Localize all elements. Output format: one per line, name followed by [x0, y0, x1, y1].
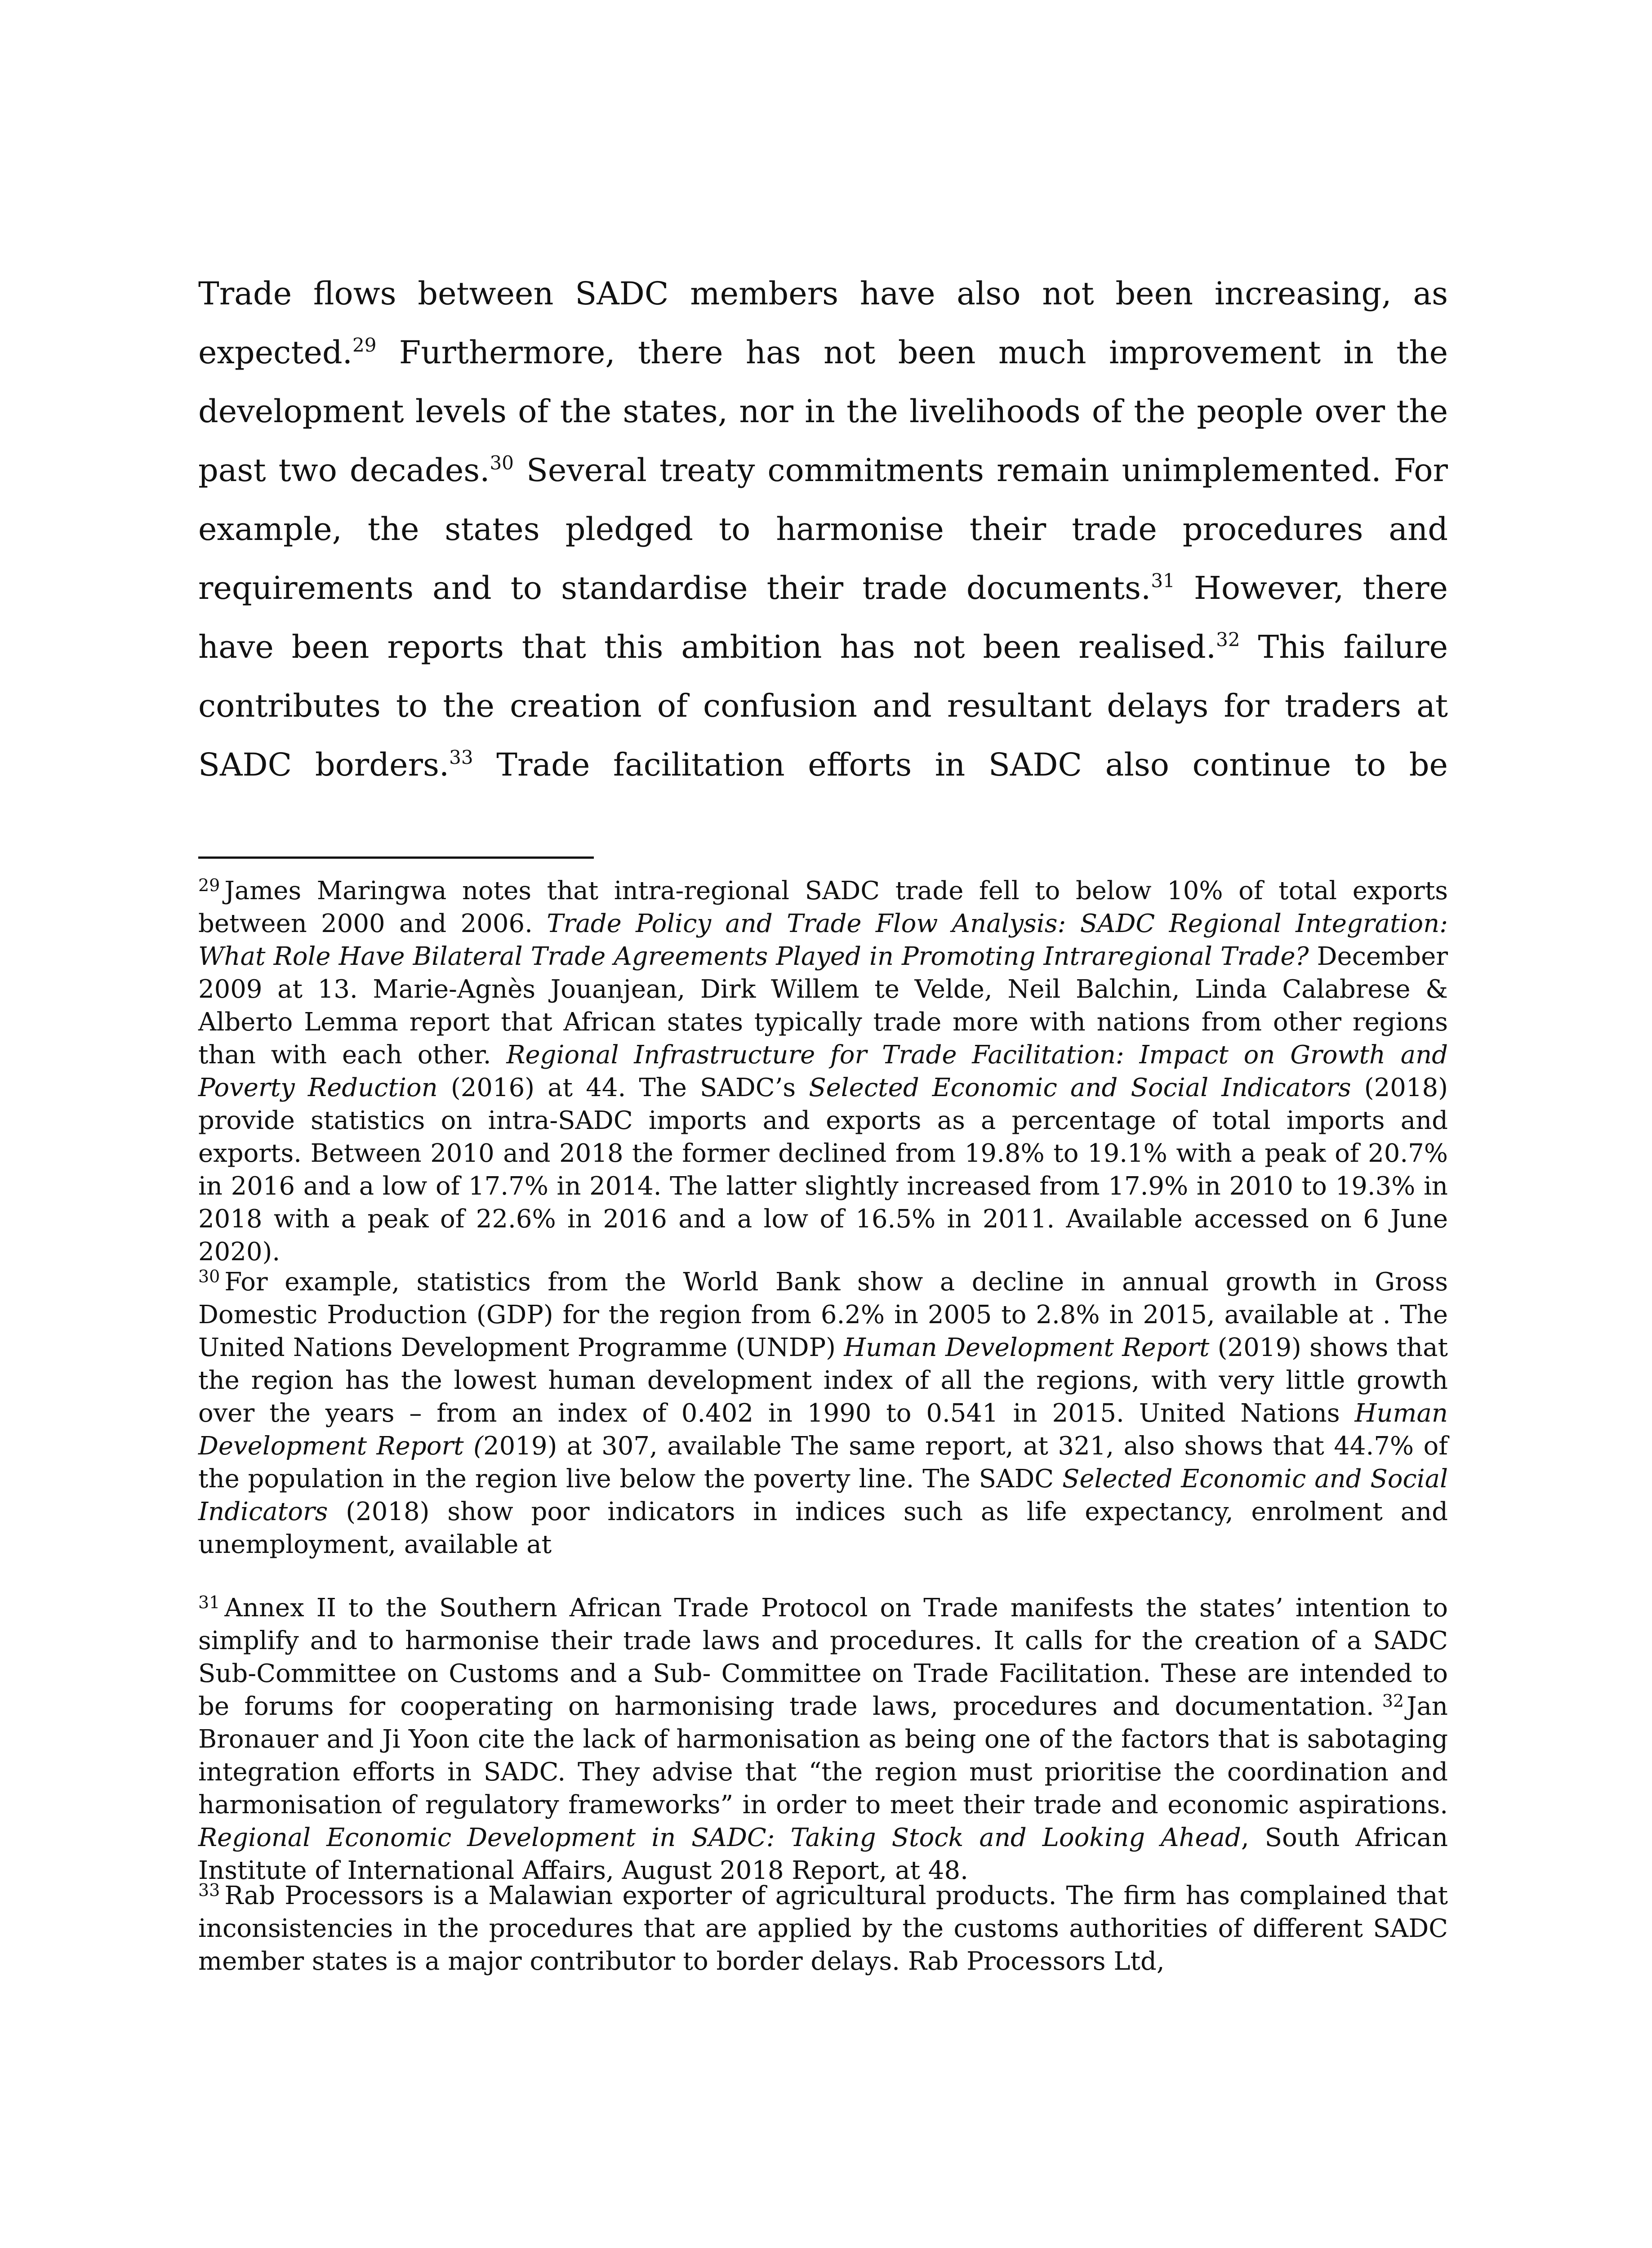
footnote-number: 29: [198, 875, 220, 895]
footnote-31-32: [198, 1592, 1448, 1887]
footnote-33: [198, 1879, 1448, 1978]
body-text-segment: Furthermore, there has not been much improvement in the development levels of the states, nor in the livelihoods of the people over the past two decades.: [198, 334, 1448, 489]
footnote-title: Selected Economic and Social Indicators: [809, 1073, 1351, 1102]
footnote-29: [198, 874, 1448, 1268]
footnote-text: , South African Institute of International Affairs, August 2018 Report, at 48.: [198, 1823, 1448, 1885]
footnote-text: (2018) provide statistics on intra-SADC imports and exports as a percentage of total imports and exports. Between 2010 and 2018 the former declined from 19.8% to 19.1% with a peak of 20.7% in 2016 and a low of 17.7% in 2014. The latter slightly increased from 17.9% in 2010 to 19.3% in 2018 with a peak of 22.6% in 2016 and a low of 16.5% in 2011. Available accessed on 6 June 2020).: [198, 1073, 1448, 1267]
footnote-ref-33: 33: [449, 746, 473, 768]
footnote-text: James Maringwa notes that intra-regional SADC trade fell to below 10% of total exports between 2000 and 2006.: [198, 876, 1448, 938]
footnote-text: December 2009 at 13. Marie-Agnès Jouanjean, Dirk Willem te Velde, Neil Balchin, Linda Calabrese & Alberto Lemma report that African states typically trade more with nations from other regions than with each other.: [198, 942, 1448, 1070]
body-text-segment: This failure contributes to the creation of confusion and resultant delays for traders at SADC borders.: [198, 629, 1448, 783]
footnote-text: (2018) show poor indicators in indices such as life expectancy, enrolment and unemployment, available at: [198, 1497, 1448, 1559]
footnote-title: Regional Economic Development in SADC: Taking Stock and Looking Ahead: [198, 1823, 1241, 1852]
footnote-text: (2019) shows that the region has the lowest human development index of all the regions, with very little growth over the years – from an index of 0.402 in 1990 to 0.541 in 2015. United Nations: [198, 1333, 1448, 1428]
footnote-ref-29: 29: [352, 334, 377, 356]
footnote-text: Jan Bronauer and Ji Yoon cite the lack of harmonisation as being one of the factors that is sabotaging integration efforts in SADC. They advise that “the region must prioritise the coordination and harmonisation of regulatory frameworks” in order to meet their trade and economic aspirations.: [198, 1692, 1448, 1820]
footnote-number: 31: [198, 1592, 220, 1612]
footnote-title: Trade Policy and Trade Flow Analysis: SADC Regional Integration: What Role Have Bilateral Trade Agreements Played in Promoting Intraregional Trade?: [198, 909, 1448, 971]
footnote-number: 32: [1382, 1691, 1404, 1711]
footnote-text: (2016) at 44. The SADC’s: [437, 1073, 809, 1102]
footnote-separator: [198, 856, 594, 859]
footnote-30: [198, 1266, 1448, 1561]
footnote-ref-30: 30: [490, 452, 514, 474]
body-text-segment: However, there have been reports that this ambition has not been realised.: [198, 570, 1448, 665]
body-paragraph: [198, 264, 1448, 794]
footnote-number: 33: [198, 1880, 220, 1900]
footnote-ref-31: 31: [1151, 570, 1175, 592]
body-text-segment: Trade flows between SADC members have also not been increasing, as expected.: [198, 275, 1448, 371]
footnote-text: Annex II to the Southern African Trade Protocol on Trade manifests the states’ intention to simplify and to harmonise their trade laws and procedures. It calls for the creation of a SADC Sub-Committee on Customs and a Sub- Committee on Trade Facilitation. These are intended to be forums for cooperating on harmonising trade laws, procedures and documentation.: [198, 1593, 1448, 1721]
footnote-number: 30: [198, 1267, 220, 1286]
footnote-ref-32: 32: [1216, 629, 1240, 651]
footnote-title: Selected Economic and Social Indicators: [198, 1464, 1448, 1526]
footnote-title: Regional Infrastructure for Trade Facilitation: Impact on Growth and Poverty Reduction: [198, 1040, 1448, 1102]
footnote-text: Rab Processors is a Malawian exporter of agricultural products. The firm has complained that inconsistencies in the procedures that are applied by the customs authorities of different SADC member states is a major contributor to border delays. Rab Processors Ltd,: [198, 1881, 1448, 1976]
footnote-text: 2019) at 307, available The same report, at 321, also shows that 44.7% of the population in the region live below the poverty line. The SADC: [198, 1432, 1448, 1494]
footnote-text: For example, statistics from the World Bank show a decline in annual growth in Gross Domestic Production (GDP) for the region from 6.2% in 2005 to 2.8% in 2015, available at . The United Nations Development Programme (UNDP): [198, 1267, 1448, 1362]
footnote-title: Human Development Report (: [198, 1399, 1448, 1461]
body-text-segment: Trade facilitation efforts in SADC also continue to be: [473, 746, 1448, 783]
body-text-segment: Several treaty commitments remain unimplemented. For example, the states pledged to harmonise their trade procedures and requirements and to standardise their trade documents.: [198, 452, 1448, 607]
footnote-title: Human Development Report: [844, 1333, 1210, 1362]
